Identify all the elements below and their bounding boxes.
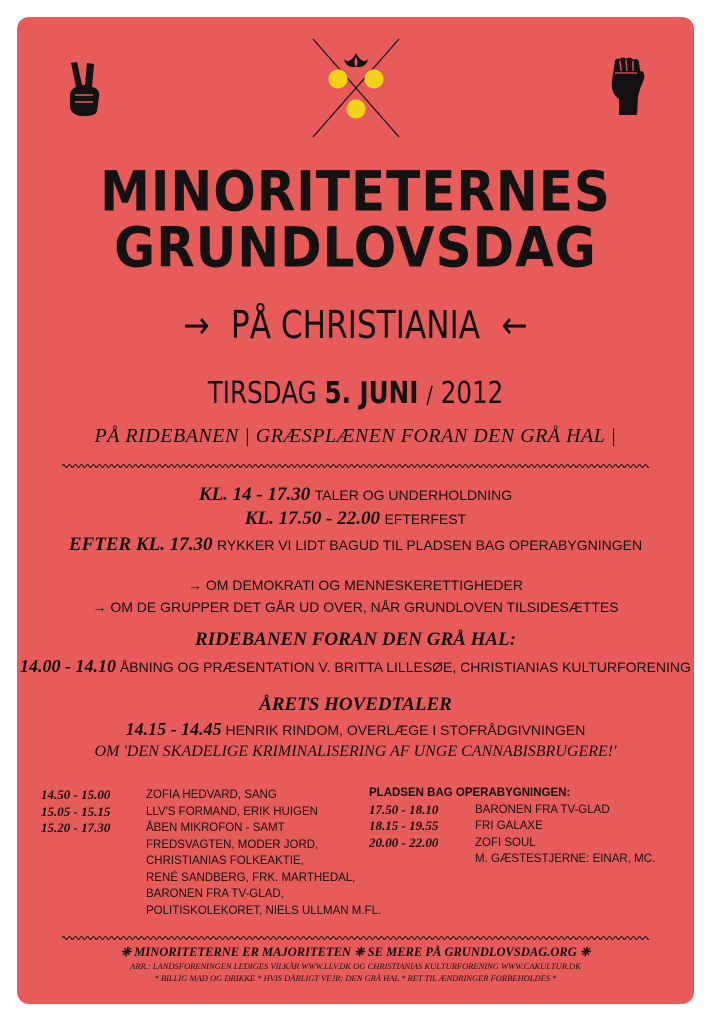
program-time: 17.50 - 18.10 [369,801,439,817]
program-time: 14.50 - 15.00 [41,787,111,802]
schedule-time: EFTER KL. 17.30 [68,534,213,555]
program-row [369,835,679,852]
ridebanen-heading: RIDEBANEN FORAN DEN GRÅ HAL: [195,629,516,650]
program-desc: ZOFIA HEDVARD, SANG [146,789,277,801]
program-desc: ZOFI SOUL [475,836,536,849]
left-program [41,787,382,919]
schedule-desc: EFTERFEST [384,511,467,527]
ridebanen-line [17,655,694,678]
program-desc: LLV'S FORMAND, ERIK HUIGEN [146,805,318,818]
hovedtaler-heading: ÅRETS HOVEDTALER [259,694,452,715]
ridebanen-time: 14.00 - 14.10 [20,656,117,676]
date-year: 2012 [440,376,504,411]
poster [17,17,694,1004]
program-row [41,820,361,837]
date-day: 5. JUNI [324,376,419,411]
footer-notes: * BILLIG MAD OG DRIKKE * HVIS DÅRLIGT VEJR: DEN GRÅ HAL * RET TIL ÆNDRINGER FORBEHOLDES * [154,973,557,983]
schedule-desc: RYKKER VI LIDT BAGUD TIL PLADSEN BAG OPERABYGNINGEN [217,537,643,553]
right-program [369,785,679,868]
program-desc: BARONEN FRA TV-GLAD, [146,888,284,900]
wavy-divider-top [62,463,649,469]
program-desc: FREDSVAGTEN, MODER JORD, [146,838,319,851]
date-weekday: TIRSDAG [207,376,317,411]
title-line-2: GRUNDLOVSDAG [114,216,597,280]
hovedtaler-desc: HENRIK RINDOM, OVERLÆGE I STOFRÅDGIVNINGEN [225,722,586,738]
venue: PÅ RIDEBANEN | GRÆSPLÆNEN FORAN DEN GRÅ HAL | [94,425,617,447]
schedule-time: KL. 14 - 17.30 [198,484,311,505]
hovedtaler-line [17,718,694,741]
right-program-heading-text: PLADSEN BAG OPERABYGNINGEN: [369,787,571,799]
program-time: 15.05 - 15.15 [41,803,111,819]
program-time: 18.15 - 19.55 [369,818,439,833]
ridebanen-desc: ÅBNING OG PRÆSENTATION V. BRITTA LILLESØE, CHRISTIANIAS KULTURFORENING [119,659,691,675]
program-desc: ÅBEN MIKROFON - SAMT [146,822,285,834]
schedule-line-1 [17,482,694,507]
program-row [369,818,679,835]
right-program-heading [369,785,679,802]
wavy-divider-bottom [62,935,649,941]
subtitle [78,303,633,347]
schedule-line-2 [17,506,694,531]
program-row [41,853,361,870]
program-row [369,851,679,868]
title-line-1: MINORITETERNES [100,160,611,224]
program-row [41,886,361,903]
subtitle-text: PÅ CHRISTIANIA [230,303,481,347]
event-date [78,376,633,413]
program-time: 15.20 - 17.30 [41,820,111,835]
program-row [41,837,361,854]
program-time: 20.00 - 22.00 [369,834,439,850]
date-separator: / [426,381,433,409]
schedule-line-3 [17,532,694,557]
program-row [41,804,361,821]
program-row [41,787,361,804]
arrow-left-icon: ← [501,303,528,347]
program-desc: POLITISKOLEKORET, NIELS ULLMAN M.FL. [146,904,382,917]
schedule-time: KL. 17.50 - 22.00 [244,508,380,529]
schedule-desc: TALER OG UNDERHOLDNING [314,487,513,503]
hovedtaler-time: 14.15 - 14.45 [125,719,222,739]
program-desc: M. GÆSTESTJERNE: EINAR, MC. [475,853,656,865]
program-desc: BARONEN FRA TV-GLAD [475,803,610,816]
raised-fist-icon [607,57,647,117]
program-desc: RENÉ SANDBERG, FRK. MARTHEDAL, [146,871,356,884]
arrow-right-icon: → [183,303,210,347]
topic-line-2: → OM DE GRUPPER DET GÅR UD OVER, NÅR GRUNDLOVEN TILSIDESÆTTES [92,599,619,615]
footer-organizers: ARR.: LANDSFORENINGEN LEDIGES VILKÅR WWW.LLV.DK OG CHRISTIANIAS KULTURFORENING WWW.CAKULTUR.DK [130,961,581,971]
victory-hand-icon [67,61,103,117]
lotus-cross-emblem-icon [307,33,405,141]
program-row [41,870,361,887]
program-row [41,903,382,920]
hovedtaler-about: OM 'DEN SKADELIGE KRIMINALISERING AF UNGE CANNABISBRUGERE!' [94,743,617,760]
topic-line-1: → OM DEMOKRATI OG MENNESKERETTIGHEDER [188,577,523,593]
footer-slogan: ❈ MINORITETERNE ER MAJORITETEN ❈ SE MERE PÅ GRUNDLOVSDAG.ORG ❈ [120,945,591,959]
program-row [369,802,679,819]
program-desc: FRI GALAXE [475,820,543,832]
program-desc: CHRISTIANIAS FOLKEAKTIE, [146,855,304,867]
